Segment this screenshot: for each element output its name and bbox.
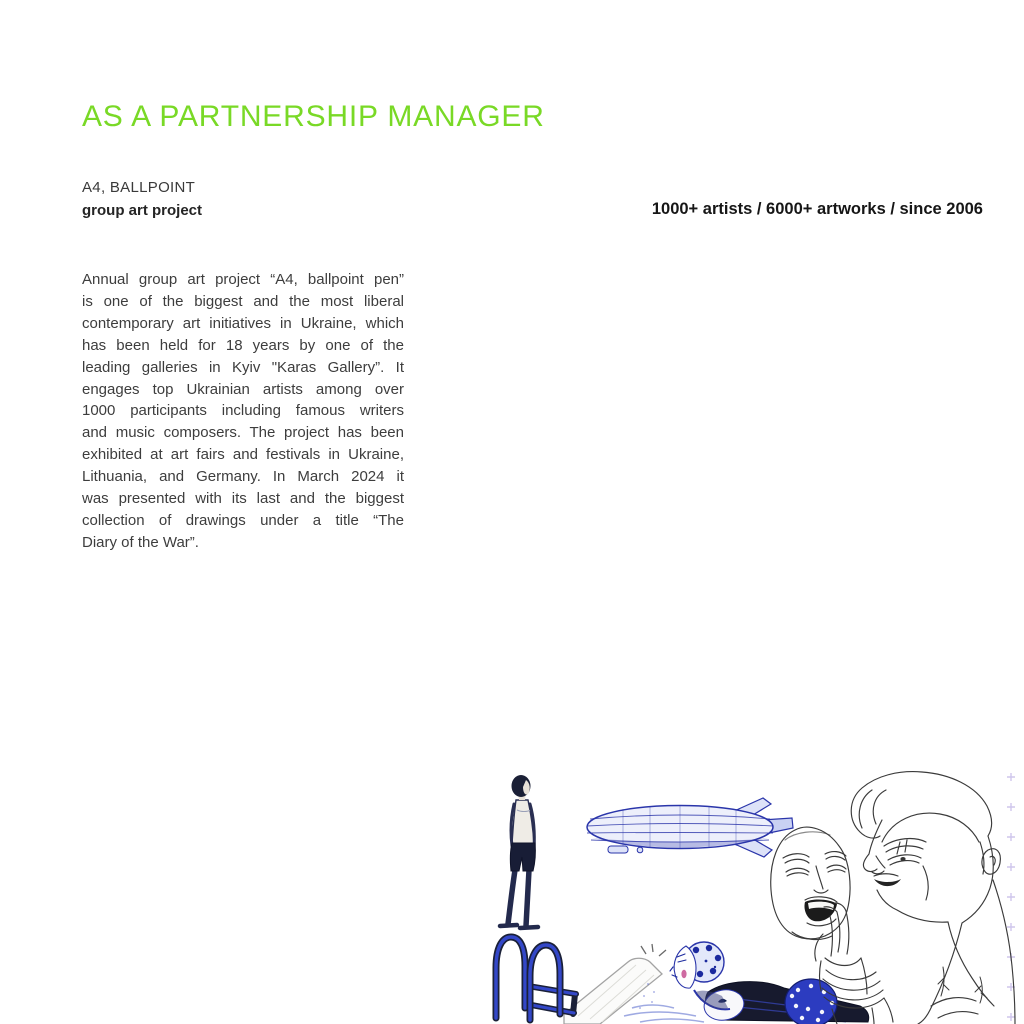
description-line: was presented with its last and the biggest [82,490,404,508]
project-description [82,269,404,554]
pool-ladder-drawing [496,937,576,1020]
diver-boy-drawing [500,775,538,928]
project-type: group art project [82,202,203,219]
ballpoint-artwork [480,762,1024,1024]
description-line: exhibited at art fairs and festivals in Ukraine, [82,446,404,464]
project-name: A4, BALLPOINT [82,179,196,196]
description-line: has been held for 18 years by one of the [82,336,404,354]
description-line: engages top Ukrainian artists among over [82,380,404,398]
description-line: and music composers. The project has been [82,424,404,442]
description-line: leading galleries in Kyiv "Karas Gallery”. It [82,358,404,376]
page-title: AS A PARTNERSHIP MANAGER [82,100,545,133]
description-line: Annual group art project “A4, ballpoint pen” [82,271,404,288]
description-line: collection of drawings under a title “The [82,511,404,529]
description-line: is one of the biggest and the most liberal [82,292,404,310]
description-line: 1000 participants including famous writers [82,402,404,420]
description-line: contemporary art initiatives in Ukraine, which [82,314,404,332]
zeppelin-drawing [587,798,793,857]
description-line: Lithuania, and Germany. In March 2024 it [82,468,404,486]
description-line: Diary of the War”. [82,533,199,551]
project-stats: 1000+ artists / 6000+ artworks / since 2006 [651,200,983,218]
